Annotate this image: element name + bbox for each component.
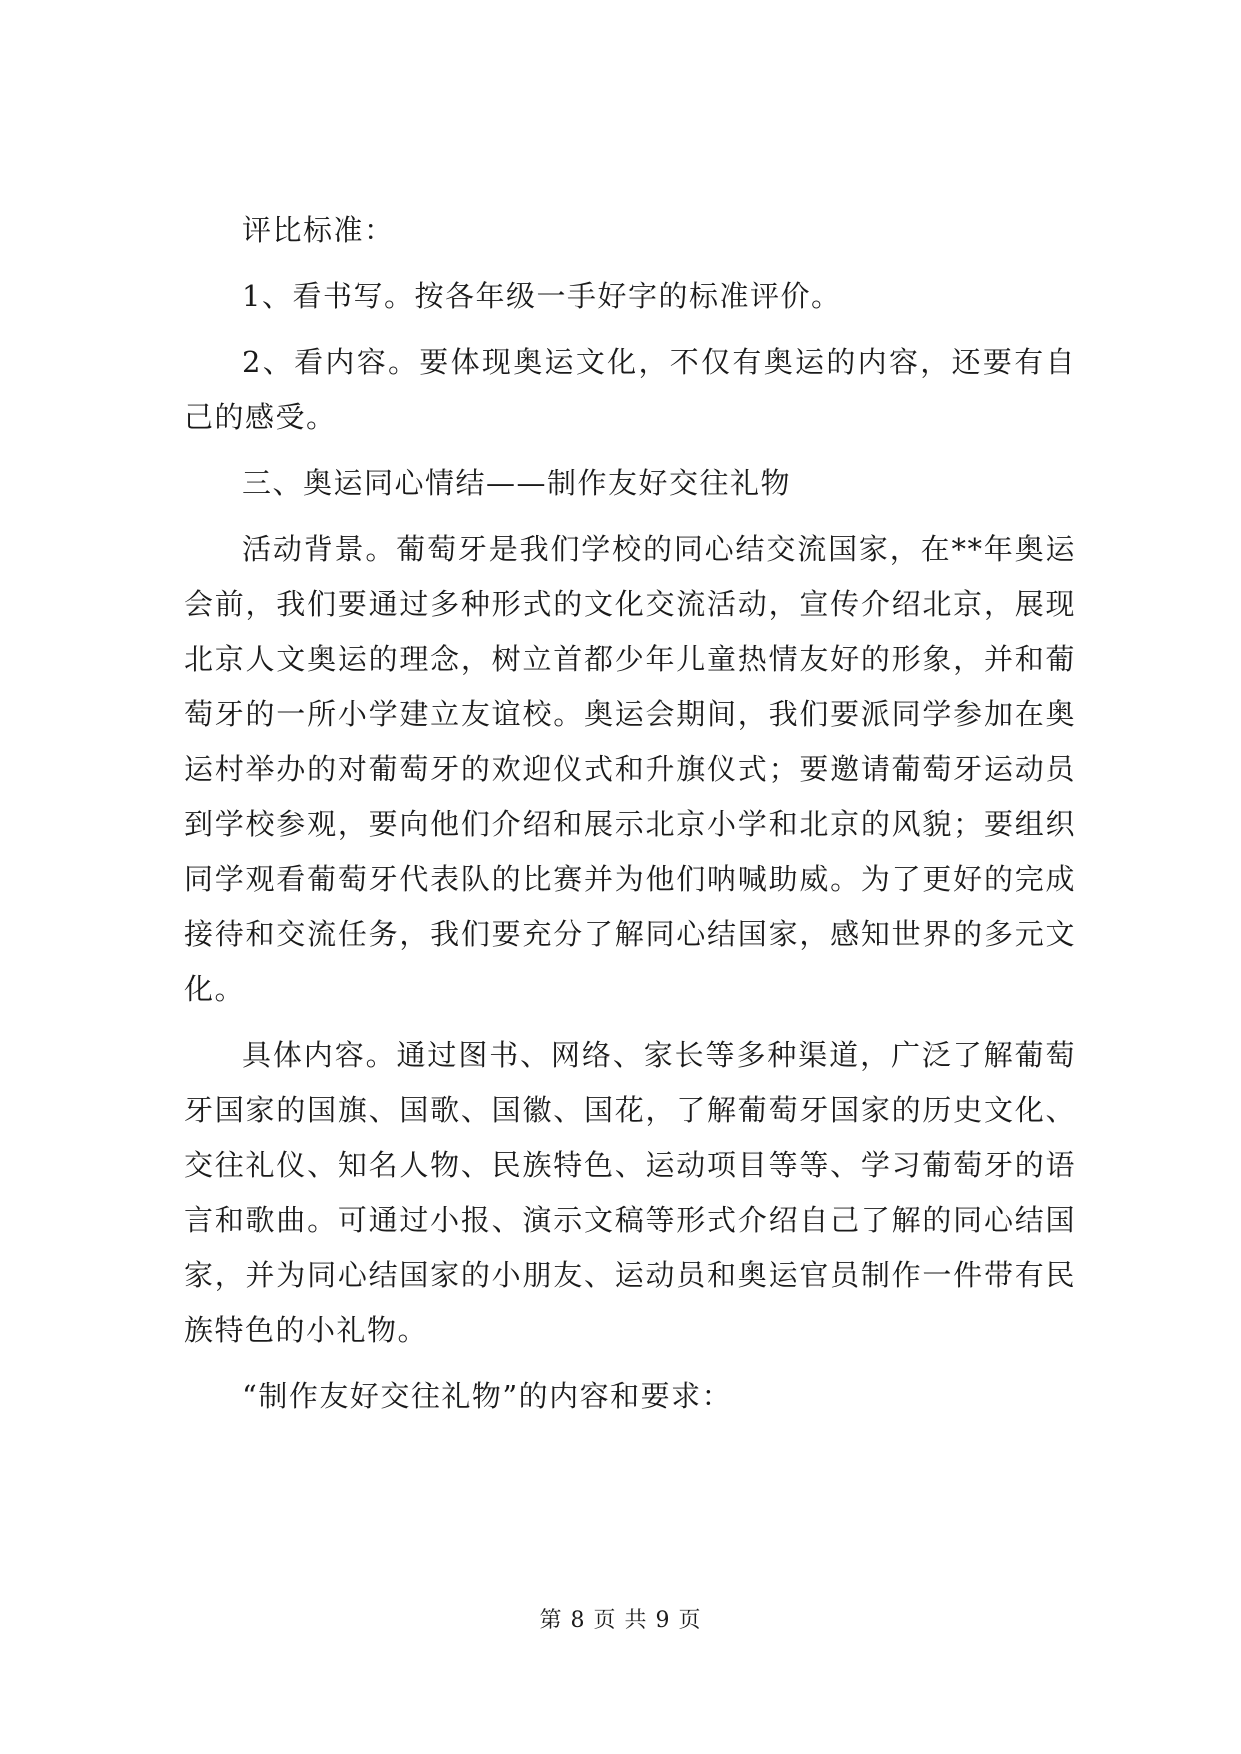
paragraph-criteria-heading: 评比标准： bbox=[242, 213, 395, 247]
paragraph-specific-content: 具体内容。通过图书、网络、家长等多种渠道，广泛了解葡萄牙国家的国旗、国歌、国徽、国花，了解葡萄牙国家的历史文化、交往礼仪、知名人物、民族特色、运动项目等等、学习葡萄牙的语言和歌曲。可通过小报、演示文稿等形式介绍自己了解的同心结国家，并为同心结国家的小朋友、运动员和奥运官员制作一件带有民族特色的小礼物。 bbox=[184, 1038, 1076, 1347]
paragraph-criterion-content: 2、看内容。要体现奥运文化，不仅有奥运的内容，还要有自己的感受。 bbox=[184, 345, 1076, 434]
paragraph-gift-requirements: “制作友好交往礼物”的内容和要求： bbox=[242, 1379, 733, 1413]
document-body bbox=[184, 203, 1076, 1435]
paragraph-activity-background: 活动背景。葡萄牙是我们学校的同心结交流国家，在**年奥运会前，我们要通过多种形式的文化交流活动，宣传介绍北京，展现北京人文奥运的理念，树立首都少年儿童热情友好的形象，并和葡萄牙的一所小学建立友谊校。奥运会期间，我们要派同学参加在奥运村举办的对葡萄牙的欢迎仪式和升旗仪式；要邀请葡萄牙运动员到学校参观，要向他们介绍和展示北京小学和北京的风貌；要组织同学观看葡萄牙代表队的比赛并为他们呐喊助威。为了更好的完成接待和交流任务，我们要充分了解同心结国家，感知世界的多元文化。 bbox=[184, 532, 1076, 1006]
page-number-footer: 第 8 页 共 9 页 bbox=[539, 1608, 702, 1633]
section-heading-gift: 三、奥运同心情结——制作友好交往礼物 bbox=[242, 466, 792, 500]
paragraph-criterion-writing: 1、看书写。按各年级一手好字的标准评价。 bbox=[242, 279, 842, 313]
